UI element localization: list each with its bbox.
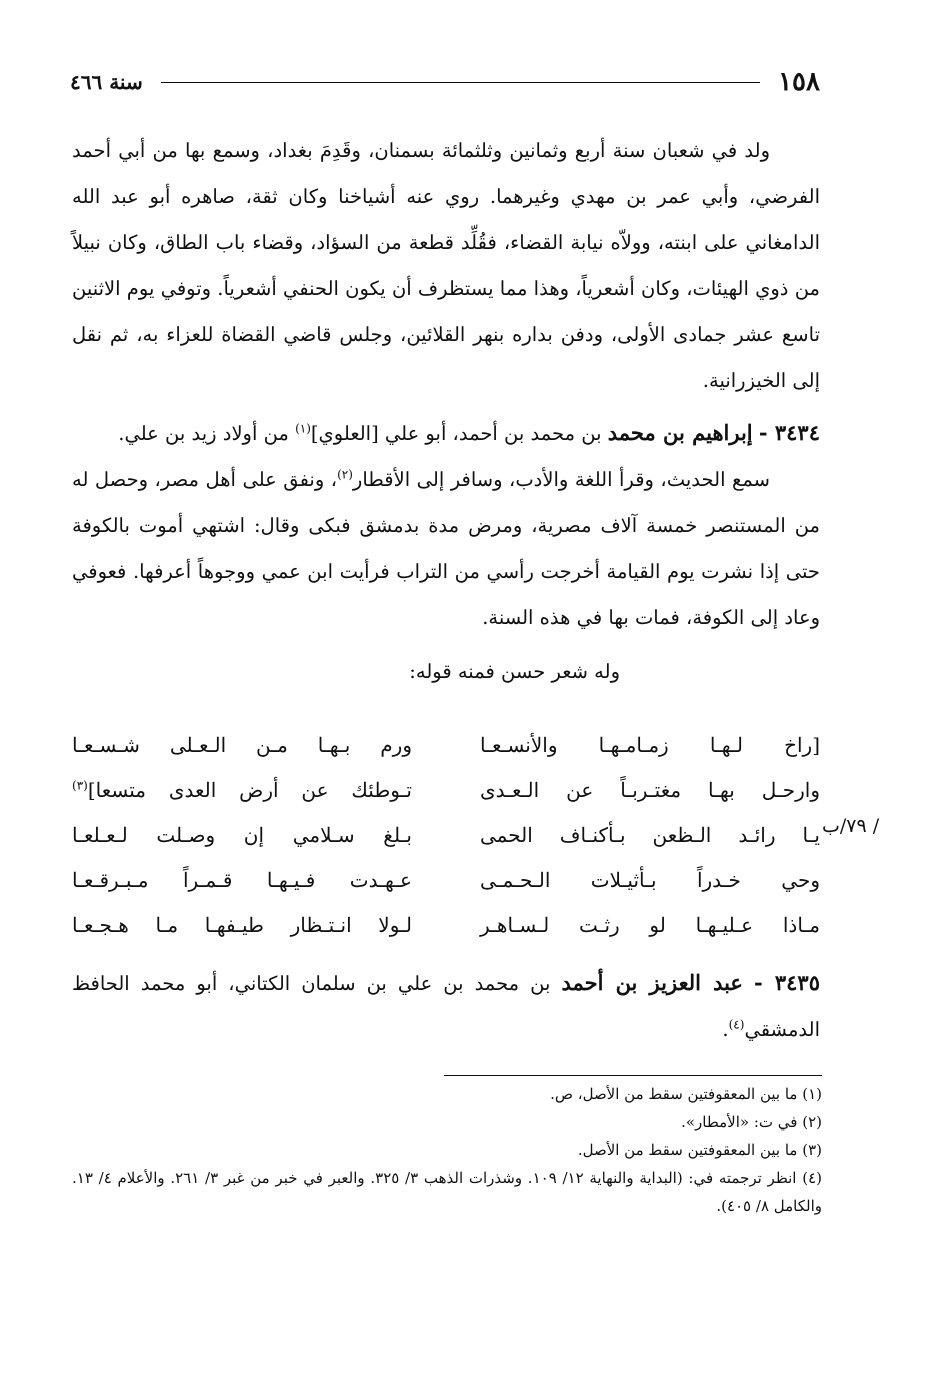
entry-3434-paragraph [72, 457, 820, 641]
verse-second-hemistich: عـهـدت فـيـهـا قـمـراً مـبـرقـعـا [72, 867, 412, 892]
poem-intro: وله شعر حسن فمنه قوله: [409, 660, 620, 683]
entry-3434-heading [72, 410, 820, 457]
entry-name: عبد العزيز بن أحمد [561, 970, 743, 995]
verse-first-hemistich: وحي خـدراً بـأثيـلات الـحـمـى [480, 867, 820, 892]
verse [72, 902, 820, 947]
previous-entry-paragraph: ولد في شعبان سنة أربع وثمانين وثلثمائة بسمنان، وقَدِمَ بغداد، وسمع بها من أبي أحمد الفرضي، وأبي عمر بن مهدي وغيرهما. روي عنه أشياخنا وكان ثقة، صاهره أبو عبد الله الدامغاني على ابنته، وولاّه نيابة القضاء، فقُلِّد قطعة من السؤاد، وقضاء باب الطاق، وكان نبيلاً من ذوي الهيئات، وكان أشعرياً، وهذا مما يستظرف أن يكون الحنفي أشعرياً. وتوفي يوم الاثنين تاسع عشر جمادى الأولى، ودفن بداره بنهر القلائين، وجلس قاضي القضاة للعزاء به، ثم نقل إلى الخيزرانية. [72, 139, 820, 392]
footnote-ref: (٣) [72, 777, 88, 792]
hemistich-text: تـوطئك عن أرض العدى متسعا] [87, 777, 412, 802]
verse [72, 767, 820, 812]
manuscript-folio-note: ٧٩/ب / [822, 815, 880, 837]
page-number: ١٥٨ [778, 67, 820, 97]
verse [72, 812, 820, 857]
footnote-ref: (١) [295, 421, 311, 436]
verse [72, 857, 820, 902]
page-header [70, 62, 820, 102]
entry-number: ٣٤٣٥ - [754, 970, 820, 995]
verse-second-hemistich [72, 778, 412, 802]
footnote-2: (٢) في ت: «الأمطار». [681, 1113, 822, 1131]
entry-lineage-end: من أولاد زيد بن علي. [118, 422, 289, 445]
entry-name: إبراهيم بن محمد [607, 420, 753, 445]
paragraph-part-b: ، ونفق على أهل مصر، وحصل له من المستنصر خمسة آلاف مصرية، ومرض مدة بدمشق فبكى وقال: اشتهي أموت بالكوفة حتى إذا نشرت يوم القيامة أخرجت رأسي من التراب فرأيت ابن عمي ووجوهاً أعرفها. فعوفي وعاد إلى الكوفة، فمات بها في هذه السنة. [72, 468, 820, 629]
verse-second-hemistich: ورم بـهـا مـن الـعـلى شـسـعـا [72, 732, 412, 757]
entry-lineage: بن محمد بن علي بن سلمان الكتاني، أبو محمد الحافظ الدمشقي [72, 972, 820, 1041]
verse-first-hemistich: مـاذا عـليـهـا لو رثـت لـسـاهـر [480, 912, 820, 937]
footnote-3: (٣) ما بين المعقوفتين سقط من الأصل. [577, 1141, 822, 1159]
verse-first-hemistich: [راخ لـهـا زمـامـهـا والأنسـعـا [480, 732, 820, 757]
year-label: سنة ٤٦٦ [70, 70, 143, 94]
entry-end: . [722, 1018, 729, 1041]
footnote-4: (٤) انظر ترجمته في: (البداية والنهاية ١٢/ ١٠٩. وشذرات الذهب ٣/ ٣٢٥. والعبر في خبر من غبر ٣/ ٢٦١. والأعلام ٤/ ١٣. والكامل ٨/ ٤٠٥). [72, 1169, 822, 1215]
verse [72, 722, 820, 767]
footnote-ref: (٢) [337, 467, 353, 482]
entry-lineage: بن محمد بن أحمد، أبو علي [العلوي] [310, 422, 602, 445]
entry-number: ٣٤٣٤ - [758, 420, 820, 445]
header-rule [161, 82, 760, 83]
poem [72, 722, 820, 947]
footnotes [72, 1080, 822, 1220]
entry-3435-heading [72, 960, 820, 1053]
entry-3435 [72, 960, 820, 1053]
verse-second-hemistich: لـولا انـتـظار طيـفهـا مـا هـجـعـا [72, 912, 412, 937]
verse-first-hemistich: وارحـل بهـا مغتـربـاً عن الـعـدى [480, 777, 820, 802]
footnote-1: (١) ما بين المعقوفتين سقط من الأصل، ص. [550, 1085, 822, 1103]
paragraph-part-a: سمع الحديث، وقرأ اللغة والأدب، وسافر إلى الأقطار [352, 468, 770, 491]
footnote-ref: (٤) [728, 1017, 745, 1032]
footnote-separator [444, 1075, 822, 1076]
main-text [72, 128, 820, 695]
verse-second-hemistich: بـلغ سـلامي إن وصـلت لـعـلعـا [72, 822, 412, 847]
verse-first-hemistich: يـا رائـد الـظعن بـأكنـاف الحمى [480, 822, 820, 847]
